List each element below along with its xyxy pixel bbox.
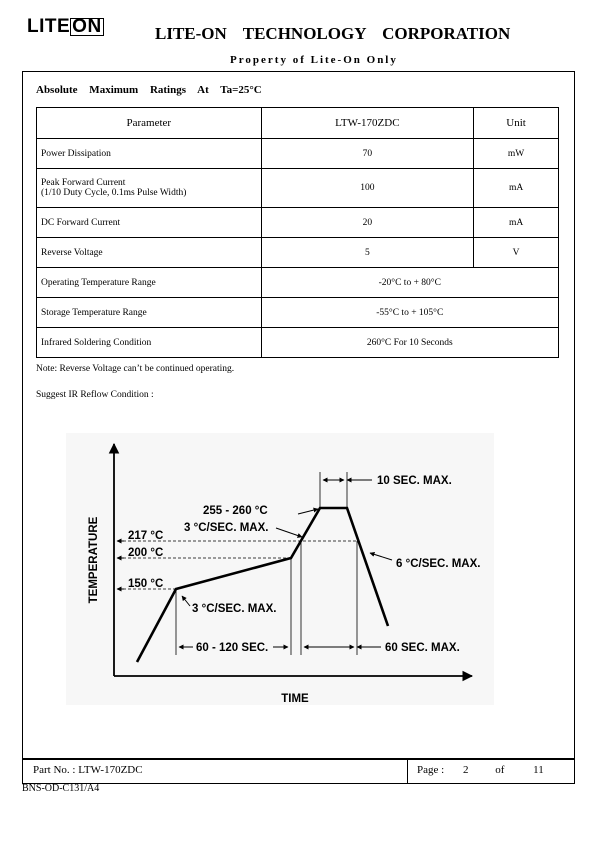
cell-parameter: DC Forward Current bbox=[37, 208, 262, 238]
label-liquidus-time: 60 SEC. MAX. bbox=[385, 642, 460, 654]
page-current: 2 bbox=[462, 764, 469, 776]
cell-parameter-line1: Peak Forward Current bbox=[41, 178, 126, 188]
logo-box: ON bbox=[72, 16, 102, 37]
ramp-pointer bbox=[276, 528, 302, 537]
header-unit: Unit bbox=[474, 108, 559, 139]
cell-parameter: Reverse Voltage bbox=[37, 238, 262, 268]
document-number: BNS-OD-C131/A4 bbox=[22, 783, 100, 794]
cell-value: 20 bbox=[261, 208, 474, 238]
preheat-slope-pointer bbox=[182, 596, 190, 606]
y-axis-label: TEMPERATURE bbox=[88, 516, 100, 604]
cell-value: 5 bbox=[261, 238, 474, 268]
x-axis-label: TIME bbox=[281, 693, 309, 705]
cell-parameter: Operating Temperature Range bbox=[37, 268, 262, 298]
cell-value: -55°C to + 105°C bbox=[261, 298, 558, 328]
cell-unit: mW bbox=[474, 139, 559, 169]
header-part: LTW-170ZDC bbox=[261, 108, 474, 139]
page-of: of bbox=[495, 764, 505, 776]
property-notice: Property of Lite-On Only bbox=[230, 54, 398, 66]
label-ramp-rate: 3 °C/SEC. MAX. bbox=[184, 522, 269, 534]
page-total: 11 bbox=[533, 764, 544, 776]
label-preheat-time: 60 - 120 SEC. bbox=[196, 642, 269, 654]
company-name: LITE-ON TECHNOLOGY CORPORATION bbox=[155, 24, 511, 43]
label-217: 217 °C bbox=[128, 530, 164, 542]
cell-unit: mA bbox=[474, 208, 559, 238]
cell-value: 100 bbox=[261, 169, 474, 208]
page-label: Page : bbox=[417, 764, 445, 776]
cooling-pointer bbox=[370, 553, 392, 560]
label-200: 200 °C bbox=[128, 547, 164, 559]
cell-value: -20°C to + 80°C bbox=[261, 268, 558, 298]
footer-bar bbox=[22, 758, 575, 784]
note-text: Note: Reverse Voltage can’t be continued operating. bbox=[36, 364, 235, 374]
footer-divider bbox=[407, 759, 408, 783]
cell-parameter: Infrared Soldering Condition bbox=[37, 328, 262, 358]
label-cooling-rate: 6 °C/SEC. MAX. bbox=[396, 558, 481, 570]
page-indicator bbox=[417, 764, 544, 776]
label-preheat-slope: 3 °C/SEC. MAX. bbox=[192, 603, 277, 615]
cell-unit: V bbox=[474, 238, 559, 268]
cell-parameter: Storage Temperature Range bbox=[37, 298, 262, 328]
peak-pointer bbox=[298, 509, 318, 514]
suggest-text: Suggest IR Reflow Condition : bbox=[36, 390, 154, 400]
label-peak-temp: 255 - 260 °C bbox=[203, 505, 268, 517]
cell-unit: mA bbox=[474, 169, 559, 208]
header-parameter: Parameter bbox=[37, 108, 262, 139]
ratings-title: Absolute Maximum Ratings At Ta=25°C bbox=[36, 84, 262, 96]
logo-text: LITE bbox=[27, 16, 71, 37]
label-150: 150 °C bbox=[128, 578, 164, 590]
cell-value: 260°C For 10 Seconds bbox=[261, 328, 558, 358]
cell-parameter-line2: (1/10 Duty Cycle, 0.1ms Pulse Width) bbox=[41, 188, 187, 198]
cell-parameter: Power Dissipation bbox=[37, 139, 262, 169]
part-number: Part No. : LTW-170ZDC bbox=[33, 764, 143, 776]
cell-value: 70 bbox=[261, 139, 474, 169]
label-peak-time: 10 SEC. MAX. bbox=[377, 475, 452, 487]
